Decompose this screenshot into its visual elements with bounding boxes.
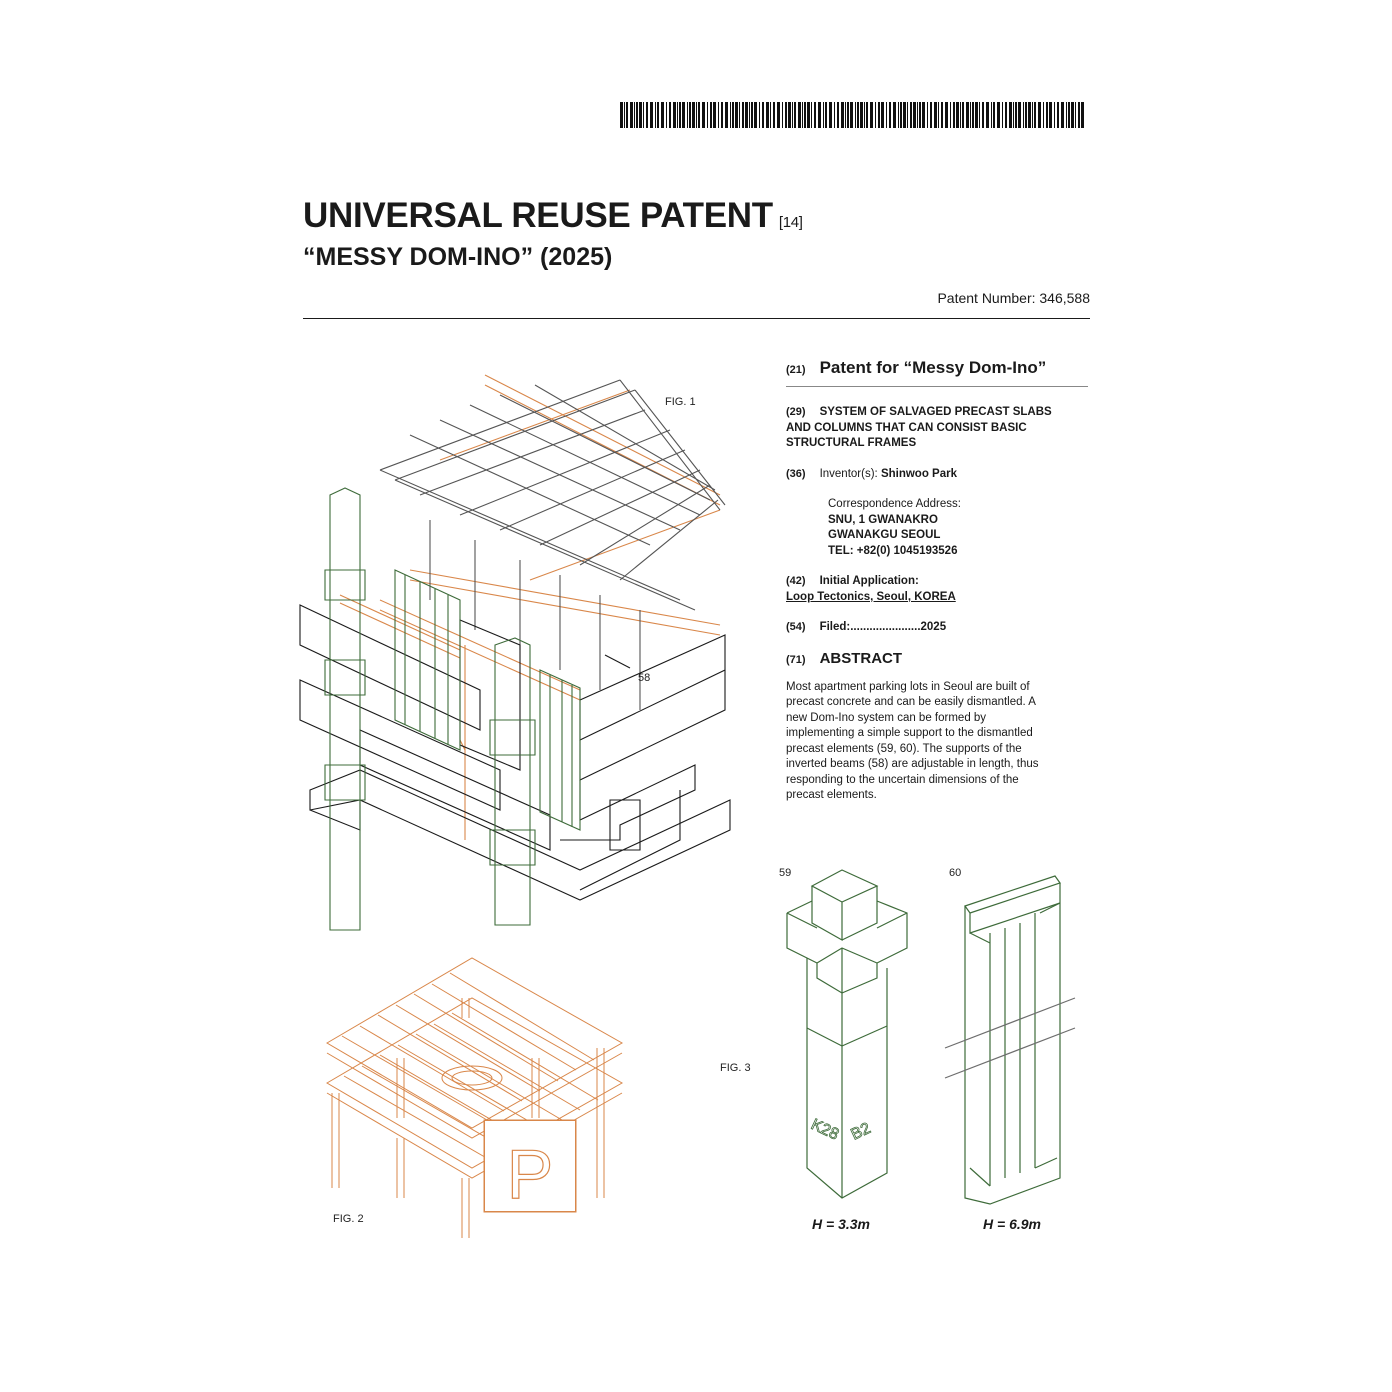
barcode-bar xyxy=(919,102,921,128)
fig2-parking-structure xyxy=(322,948,622,1238)
fig1-building-axonometric xyxy=(300,370,740,930)
barcode-bar xyxy=(938,102,939,128)
barcode-bar xyxy=(730,102,731,128)
address-block xyxy=(786,497,1088,559)
barcode-bar xyxy=(634,102,635,128)
barcode-bar xyxy=(962,102,964,128)
element-59-label: 59 xyxy=(779,867,792,879)
title-text: UNIVERSAL REUSE PATENT xyxy=(303,196,773,235)
barcode-bar xyxy=(1071,102,1074,128)
barcode-bar xyxy=(742,102,744,128)
barcode-bar xyxy=(975,102,978,128)
barcode-bar xyxy=(956,102,959,128)
abstract-line: precast elements. xyxy=(786,789,877,801)
title-reference: [14] xyxy=(778,214,803,231)
barcode-bar xyxy=(749,102,750,128)
parking-sign xyxy=(484,1120,576,1212)
patent-for-row xyxy=(786,358,1088,387)
element-59-height: H = 3.3m xyxy=(812,1216,870,1232)
barcode-bar xyxy=(982,102,984,128)
barcode-bar xyxy=(841,102,844,128)
fig1-callout-58: 58 xyxy=(638,672,651,684)
barcode-bar xyxy=(875,102,876,128)
barcode-bar xyxy=(626,102,628,128)
barcode-bar xyxy=(857,102,859,128)
element-60-label: 60 xyxy=(949,867,962,879)
barcode-bar xyxy=(972,102,974,128)
header-divider xyxy=(303,318,1090,319)
barcode-bar xyxy=(1046,102,1048,128)
barcode-bar xyxy=(886,102,887,128)
address-phone: TEL: +82(0) 1045193526 xyxy=(828,544,958,557)
barcode-bar xyxy=(657,102,659,128)
barcode-bar xyxy=(889,102,891,128)
barcode-bar xyxy=(991,102,992,128)
barcode-bar xyxy=(1013,102,1014,128)
barcode-bar xyxy=(1034,102,1036,128)
barcode-bar xyxy=(710,102,712,128)
barcode-bar xyxy=(692,102,695,128)
page-subtitle: “MESSY DOM-INO” (2025) xyxy=(303,243,613,271)
barcode-bar xyxy=(745,102,748,128)
abstract-line: inverted beams (58) are adjustable in length, thus xyxy=(786,758,1039,770)
barcode-bar xyxy=(960,102,961,128)
system-line-2: AND COLUMNS THAT CAN CONSIST BASIC xyxy=(786,421,1027,434)
barcode-bar xyxy=(1061,102,1064,128)
barcode-bar xyxy=(979,102,980,128)
barcode-bar xyxy=(997,102,1000,128)
barcode-bar xyxy=(643,102,644,128)
barcode-bar xyxy=(878,102,880,128)
barcode-bar xyxy=(766,102,769,128)
inventor-label: Inventor(s): xyxy=(819,467,878,480)
barcode-bar xyxy=(739,102,740,128)
barcode-bar xyxy=(777,102,780,128)
barcode-bar xyxy=(970,102,971,128)
barcode-bar xyxy=(850,102,853,128)
barcode-bar xyxy=(818,102,821,128)
abstract-line: precast elements (59, 60). The supports of the xyxy=(786,742,1022,755)
barcode-bar xyxy=(630,102,633,128)
barcode-bar xyxy=(934,102,937,128)
fig3-label: FIG. 3 xyxy=(720,1062,751,1074)
abstract-line: precast concrete and can be easily dismantled. A xyxy=(786,696,1036,708)
barcode-bar xyxy=(1005,102,1007,128)
barcode-bar xyxy=(696,102,697,128)
barcode-bar xyxy=(881,102,884,128)
barcode-bar xyxy=(1015,102,1017,128)
address-label: Correspondence Address: xyxy=(828,498,961,510)
barcode-bar xyxy=(759,102,760,128)
barcode-bar xyxy=(993,102,995,128)
barcode-bar xyxy=(661,102,664,128)
element-59-column xyxy=(782,868,912,1203)
barcode-bar xyxy=(636,102,638,128)
barcode-bar xyxy=(917,102,918,128)
barcode-bar xyxy=(847,102,849,128)
barcode-bar xyxy=(845,102,846,128)
code-42: (42) xyxy=(786,575,806,587)
barcode-bar xyxy=(792,102,793,128)
fig1-label: FIG. 1 xyxy=(665,396,696,408)
filed-value: Filed:......................2025 xyxy=(819,621,947,633)
barcode-bar xyxy=(620,102,623,128)
barcode-bar xyxy=(773,102,775,128)
element-60-height: H = 6.9m xyxy=(983,1216,1041,1232)
barcode-bar xyxy=(945,102,948,128)
abstract-text xyxy=(786,680,1088,804)
barcode-bar xyxy=(1068,102,1070,128)
barcode-bar xyxy=(687,102,688,128)
abstract-line: new Dom-Ino system can be formed by xyxy=(786,711,987,724)
barcode-bar xyxy=(1043,102,1044,128)
barcode-bar xyxy=(624,102,625,128)
barcode-bar xyxy=(735,102,738,128)
barcode-bar xyxy=(677,102,678,128)
barcode-bar xyxy=(698,102,700,128)
barcode-bar xyxy=(893,102,896,128)
barcode-bar xyxy=(1002,102,1003,128)
barcode-bar xyxy=(1078,102,1080,128)
barcode-bar xyxy=(866,102,868,128)
barcode-bar xyxy=(1025,102,1027,128)
barcode-bar xyxy=(1081,102,1084,128)
barcode-bar xyxy=(666,102,667,128)
barcode-bar xyxy=(770,102,771,128)
barcode-bar xyxy=(639,102,642,128)
barcode-bar xyxy=(689,102,691,128)
barcode-bar xyxy=(913,102,916,128)
system-line-1: SYSTEM OF SALVAGED PRECAST SLABS xyxy=(819,406,1052,418)
barcode-bar xyxy=(702,102,705,128)
barcode-bar xyxy=(860,102,863,128)
barcode-bar xyxy=(907,102,908,128)
barcode-bar xyxy=(646,102,648,128)
code-71: (71) xyxy=(786,653,806,666)
inventor-name: Shinwoo Park xyxy=(880,467,957,480)
barcode-bar xyxy=(953,102,955,128)
barcode-bar xyxy=(864,102,865,128)
code-21: (21) xyxy=(786,364,806,376)
barcode-bar xyxy=(950,102,951,128)
barcode-bar xyxy=(1018,102,1021,128)
barcode-bar xyxy=(966,102,969,128)
initial-label: Initial Application: xyxy=(819,575,919,587)
barcode-bar xyxy=(782,102,783,128)
info-panel xyxy=(786,358,1088,804)
barcode-bar xyxy=(794,102,796,128)
element-59-mark-b2: B2 xyxy=(848,1119,874,1144)
abstract-heading xyxy=(786,650,1088,667)
barcode-bar xyxy=(1057,102,1059,128)
abstract-line: implementing a simple support to the dismantled xyxy=(786,727,1033,739)
element-60-column xyxy=(945,868,1075,1203)
barcode-bar xyxy=(655,102,656,128)
barcode-bar xyxy=(754,102,757,128)
barcode-bar xyxy=(930,102,932,128)
barcode-bar xyxy=(788,102,791,128)
initial-value: Loop Tectonics, Seoul, KOREA xyxy=(786,590,956,603)
barcode-bar xyxy=(814,102,816,128)
patent-number: Patent Number: 346,588 xyxy=(937,290,1090,306)
code-29: (29) xyxy=(786,406,806,418)
barcode-bar xyxy=(1075,102,1076,128)
barcode-bar xyxy=(707,102,708,128)
barcode-bar xyxy=(751,102,753,128)
page-title xyxy=(303,196,803,236)
address-line-2: GWANAKGU SEOUL xyxy=(828,529,941,541)
barcode-bar xyxy=(650,102,653,128)
barcode-bar xyxy=(1066,102,1067,128)
barcode-bar xyxy=(898,102,899,128)
barcode-bar xyxy=(986,102,989,128)
barcode-bar xyxy=(721,102,723,128)
barcode-bar xyxy=(1038,102,1041,128)
abstract-line: responding to the uncertain dimensions of the xyxy=(786,773,1019,786)
barcode-bar xyxy=(669,102,671,128)
barcode-bar xyxy=(725,102,728,128)
barcode-bar xyxy=(732,102,734,128)
barcode-bar xyxy=(903,102,906,128)
initial-application xyxy=(786,574,1088,605)
barcode-bar xyxy=(811,102,812,128)
barcode-bar xyxy=(1028,102,1031,128)
element-59-mark-k28: K28 xyxy=(808,1116,842,1144)
code-36: (36) xyxy=(786,467,806,480)
barcode-bar xyxy=(823,102,824,128)
barcode-bar xyxy=(834,102,835,128)
barcode-bar xyxy=(673,102,676,128)
filed-row xyxy=(786,620,1088,636)
barcode-bar xyxy=(804,102,806,128)
barcode-bar xyxy=(900,102,902,128)
barcode-bar xyxy=(1049,102,1052,128)
system-line-3: STRUCTURAL FRAMES xyxy=(786,437,917,449)
barcode-bar xyxy=(910,102,912,128)
barcode-bar xyxy=(682,102,685,128)
barcode-bar xyxy=(1009,102,1012,128)
barcode xyxy=(620,102,1086,128)
barcode-bar xyxy=(922,102,925,128)
barcode-bar xyxy=(807,102,810,128)
barcode-bar xyxy=(829,102,832,128)
barcode-bar xyxy=(1032,102,1033,128)
barcode-bar xyxy=(855,102,856,128)
barcode-bar xyxy=(870,102,873,128)
barcode-bar xyxy=(713,102,716,128)
barcode-bar xyxy=(941,102,943,128)
code-54: (54) xyxy=(786,621,806,633)
barcode-bar xyxy=(718,102,719,128)
fig2-label: FIG. 2 xyxy=(333,1213,364,1225)
barcode-bar xyxy=(798,102,801,128)
parking-sign-letter: P xyxy=(506,1135,554,1213)
system-block xyxy=(786,405,1088,452)
barcode-bar xyxy=(1023,102,1024,128)
patent-for-title: Patent for “Messy Dom-Ino” xyxy=(819,358,1047,377)
barcode-bar xyxy=(802,102,803,128)
address-line-1: SNU, 1 GWANAKRO xyxy=(828,513,938,526)
barcode-bar xyxy=(837,102,839,128)
barcode-bar xyxy=(927,102,928,128)
barcode-bar xyxy=(785,102,787,128)
barcode-bar xyxy=(825,102,827,128)
barcode-bar xyxy=(1054,102,1055,128)
barcode-bar xyxy=(679,102,681,128)
inventor-row xyxy=(786,467,1088,483)
barcode-bar xyxy=(762,102,764,128)
abstract-title: ABSTRACT xyxy=(819,649,903,667)
abstract-line: Most apartment parking lots in Seoul are built of xyxy=(786,680,1030,693)
